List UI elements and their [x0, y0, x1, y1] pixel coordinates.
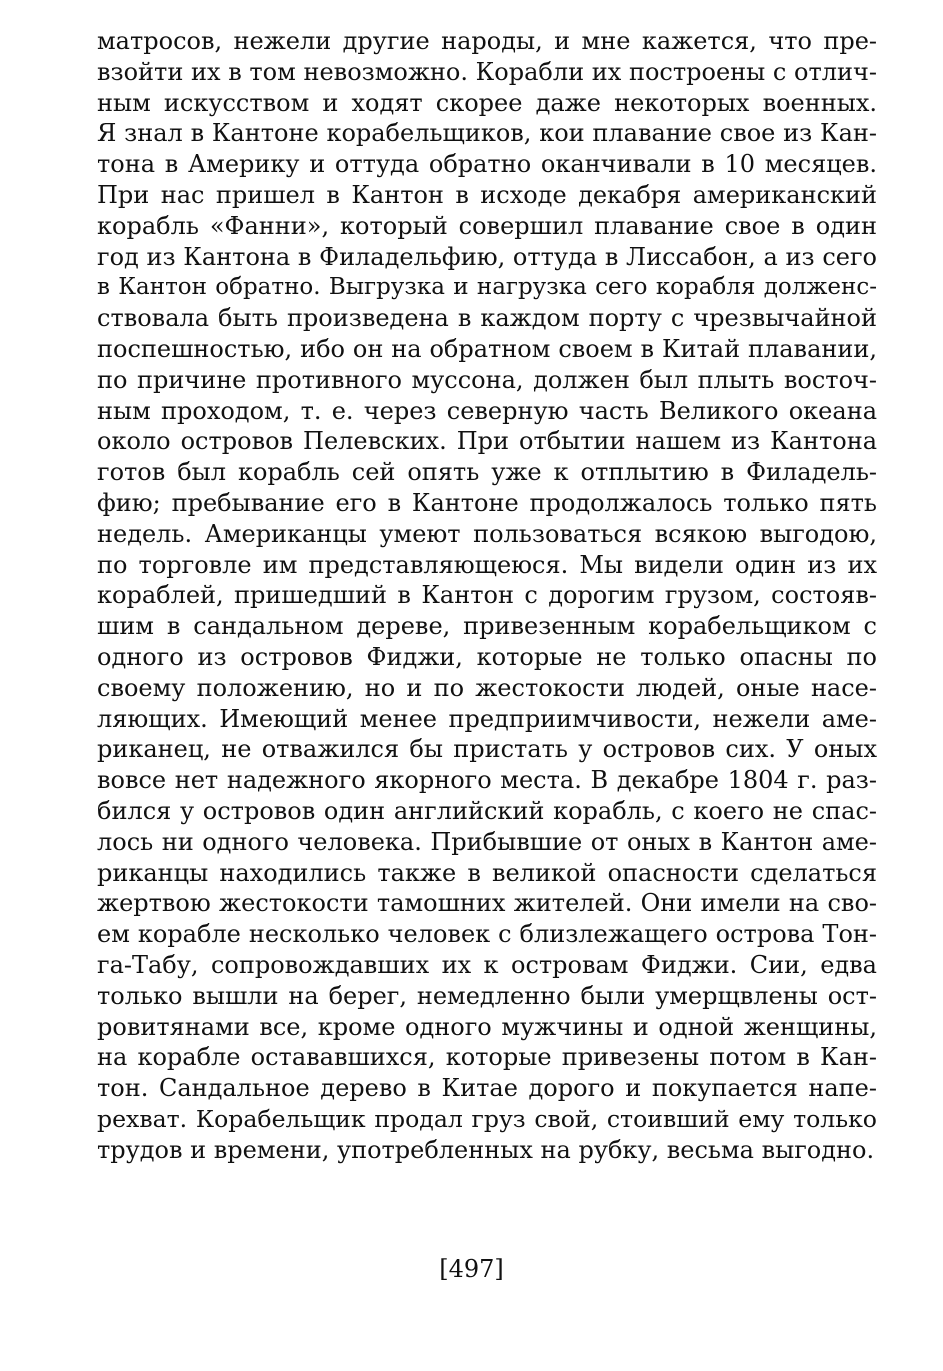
text-line: год из Кантона в Филадельфию, оттуда в Лиссабон, а из сего	[97, 242, 877, 271]
text-line: корабль «Фанни», который совершил плавание свое в один	[97, 211, 877, 240]
text-line: трудов и времени, употребленных на рубку, весьма выгодно.	[97, 1135, 875, 1164]
text-line: готов был корабль сей опять уже к отплытию в Филадель-	[97, 458, 877, 487]
page-number: [497]	[439, 1255, 504, 1283]
text-line: га-Табу, сопровождавших их к островам Фиджи. Сии, едва	[97, 950, 877, 979]
text-line: риканцы находились также в великой опасности сделаться	[97, 858, 877, 887]
text-line: риканец, не отважился бы пристать у островов сих. У оных	[97, 735, 877, 764]
text-line: шим в сандальном дереве, привезенным корабельщиком с	[97, 612, 877, 641]
text-line: ляющих. Имеющий менее предприимчивости, нежели аме-	[97, 704, 877, 733]
text-line: своему положению, но и по жестокости людей, оные насе-	[97, 673, 877, 702]
text-line: лось ни одного человека. Прибывшие от оных в Кантон аме-	[97, 827, 877, 856]
text-line: на корабле остававшихся, которые привезены потом в Кан-	[97, 1043, 877, 1072]
text-line: по торговле им представляющеюся. Мы видели один из их	[97, 550, 877, 579]
text-line: взойти их в том невозможно. Корабли их построены с отлич-	[97, 57, 877, 86]
text-line: кораблей, пришедший в Кантон с дорогим грузом, состояв-	[97, 581, 877, 610]
text-line: бился у островов один английский корабль, с коего не спас-	[97, 796, 877, 825]
text-line: поспешностью, ибо он на обратном своем в Китай плавании,	[97, 334, 877, 363]
text-line: фию; пребывание его в Кантоне продолжалось только пять	[97, 488, 877, 517]
text-line: вовсе нет надежного якорного места. В декабре 1804 г. раз-	[97, 766, 877, 795]
text-line: Я знал в Кантоне корабельщиков, кои плавание свое из Кан-	[97, 119, 877, 148]
body-text	[97, 26, 877, 1165]
text-line: ем корабле несколько человек с близлежащего острова Тон-	[97, 920, 877, 949]
text-line: только вышли на берег, немедленно были умерщвлены ост-	[97, 981, 877, 1010]
text-line: по причине противного муссона, должен был плыть восточ-	[97, 365, 877, 394]
text-line: около островов Пелевских. При отбытии нашем из Кантона	[97, 427, 877, 456]
text-line: тона в Америку и оттуда обратно оканчивали в 10 месяцев.	[97, 150, 877, 179]
text-line: ствовала быть произведена в каждом порту с чрезвычайной	[97, 304, 877, 333]
text-line: жертвою жестокости тамошних жителей. Они имели на сво-	[97, 889, 877, 918]
text-line: При нас пришел в Кантон в исходе декабря американский	[97, 180, 877, 209]
text-line: одного из островов Фиджи, которые не только опасны по	[97, 642, 877, 671]
text-line: в Кантон обратно. Выгрузка и нагрузка сего корабля долженс-	[97, 274, 877, 301]
text-line: недель. Американцы умеют пользоваться всякою выгодою,	[97, 519, 877, 548]
text-line: рехват. Корабельщик продал груз свой, стоивший ему только	[97, 1104, 877, 1133]
text-line: матросов, нежели другие народы, и мне кажется, что пре-	[97, 27, 877, 55]
text-line: ным проходом, т. е. через северную часть Великого океана	[97, 396, 877, 425]
text-line: тон. Сандальное дерево в Китае дорого и покупается напе-	[97, 1074, 877, 1103]
text-line: ровитянами все, кроме одного мужчины и одной женщины,	[97, 1012, 877, 1041]
text-line: ным искусством и ходят скорее даже некоторых военных.	[97, 88, 877, 117]
